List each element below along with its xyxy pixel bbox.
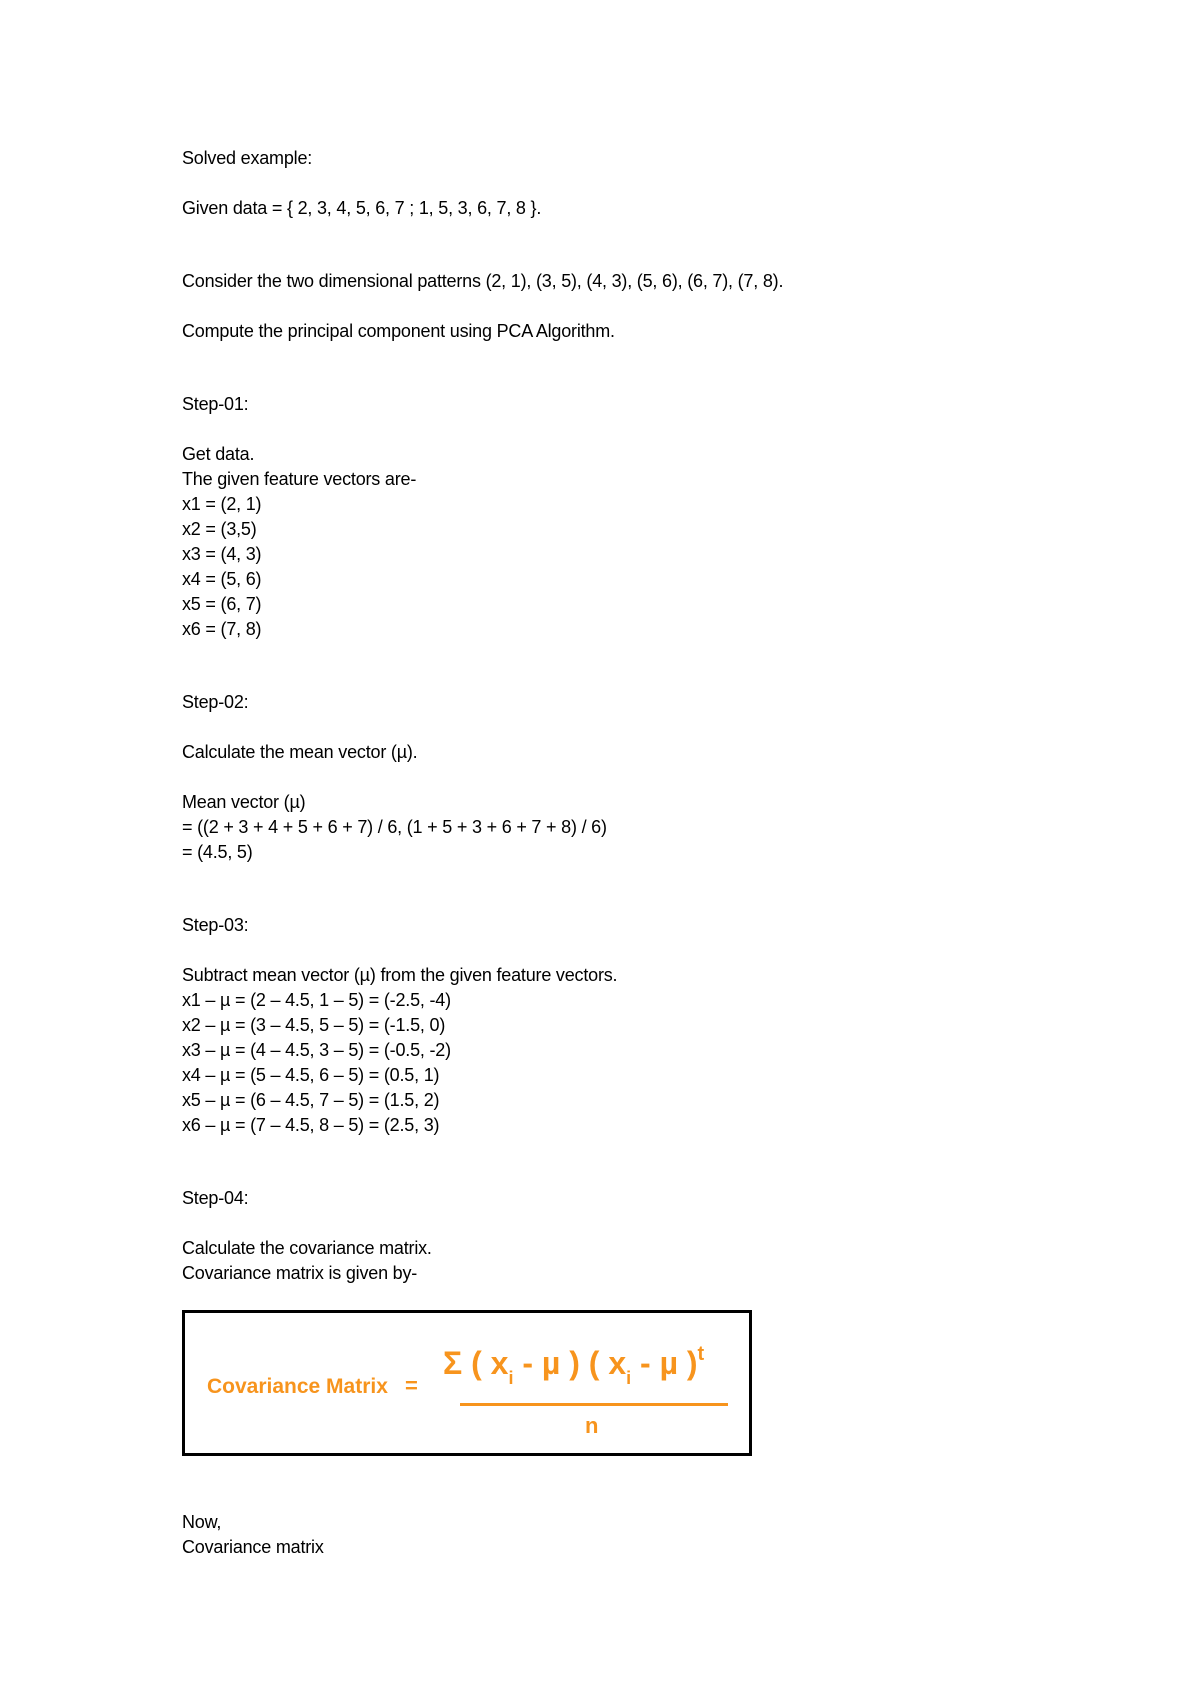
formula-transpose: t: [697, 1343, 705, 1365]
step3-line: x4 – µ = (5 – 4.5, 6 – 5) = (0.5, 1): [182, 1065, 440, 1085]
step2-title: Step-02:: [182, 692, 249, 712]
compute-text: Compute the principal component using PCA Algorithm.: [182, 321, 615, 341]
formula-mid: - µ ) ( x: [513, 1345, 627, 1381]
step2-line: = (4.5, 5): [182, 842, 253, 862]
step3-line: x1 – µ = (2 – 4.5, 1 – 5) = (-2.5, -4): [182, 990, 451, 1010]
heading: Solved example:: [182, 148, 313, 168]
step1-line: x1 = (2, 1): [182, 494, 262, 514]
step3-line: x5 – µ = (6 – 4.5, 7 – 5) = (1.5, 2): [182, 1090, 440, 1110]
formula-denominator: n: [585, 1413, 599, 1438]
formula-open: ( x: [471, 1345, 509, 1381]
formula-label: Covariance Matrix: [207, 1375, 388, 1398]
step1-line: x5 = (6, 7): [182, 594, 262, 614]
step3-line: x6 – µ = (7 – 4.5, 8 – 5) = (2.5, 3): [182, 1115, 440, 1135]
after-line: Now,: [182, 1512, 222, 1532]
step1-line: Get data.: [182, 444, 255, 464]
step3-line: Subtract mean vector (µ) from the given feature vectors.: [182, 965, 618, 985]
covariance-formula-box: [182, 1310, 752, 1456]
step1-line: x4 = (5, 6): [182, 569, 262, 589]
after-formula-text: [182, 1510, 324, 1560]
step4-line: Covariance matrix is given by-: [182, 1263, 418, 1283]
document-body: [182, 146, 1082, 1286]
after-line: Covariance matrix: [182, 1537, 324, 1557]
step3-title: Step-03:: [182, 915, 249, 935]
given-data: Given data = { 2, 3, 4, 5, 6, 7 ; 1, 5, 3, 6, 7, 8 }.: [182, 198, 542, 218]
step1-title: Step-01:: [182, 394, 249, 414]
step2-line: Mean vector (µ): [182, 792, 306, 812]
formula-subscript: i: [508, 1368, 514, 1388]
step3-line: x2 – µ = (3 – 4.5, 5 – 5) = (-1.5, 0): [182, 1015, 446, 1035]
fraction-bar: [460, 1403, 728, 1406]
step4-line: Calculate the covariance matrix.: [182, 1238, 432, 1258]
formula-mid: - µ ): [631, 1345, 698, 1381]
sigma-symbol: Σ: [443, 1345, 463, 1381]
step1-line: x2 = (3,5): [182, 519, 257, 539]
step3-line: x3 – µ = (4 – 4.5, 3 – 5) = (-0.5, -2): [182, 1040, 451, 1060]
consider-text: Consider the two dimensional patterns (2, 1), (3, 5), (4, 3), (5, 6), (6, 7), (7, 8).: [182, 271, 784, 291]
formula-equals: =: [405, 1373, 418, 1398]
formula-numerator: [443, 1343, 729, 1389]
step4-title: Step-04:: [182, 1188, 249, 1208]
step1-line: The given feature vectors are-: [182, 469, 417, 489]
step1-line: x6 = (7, 8): [182, 619, 262, 639]
step2-intro: Calculate the mean vector (µ).: [182, 742, 418, 762]
step1-line: x3 = (4, 3): [182, 544, 262, 564]
step2-line: = ((2 + 3 + 4 + 5 + 6 + 7) / 6, (1 + 5 + 3 + 6 + 7 + 8) / 6): [182, 817, 607, 837]
formula-subscript: i: [626, 1368, 632, 1388]
